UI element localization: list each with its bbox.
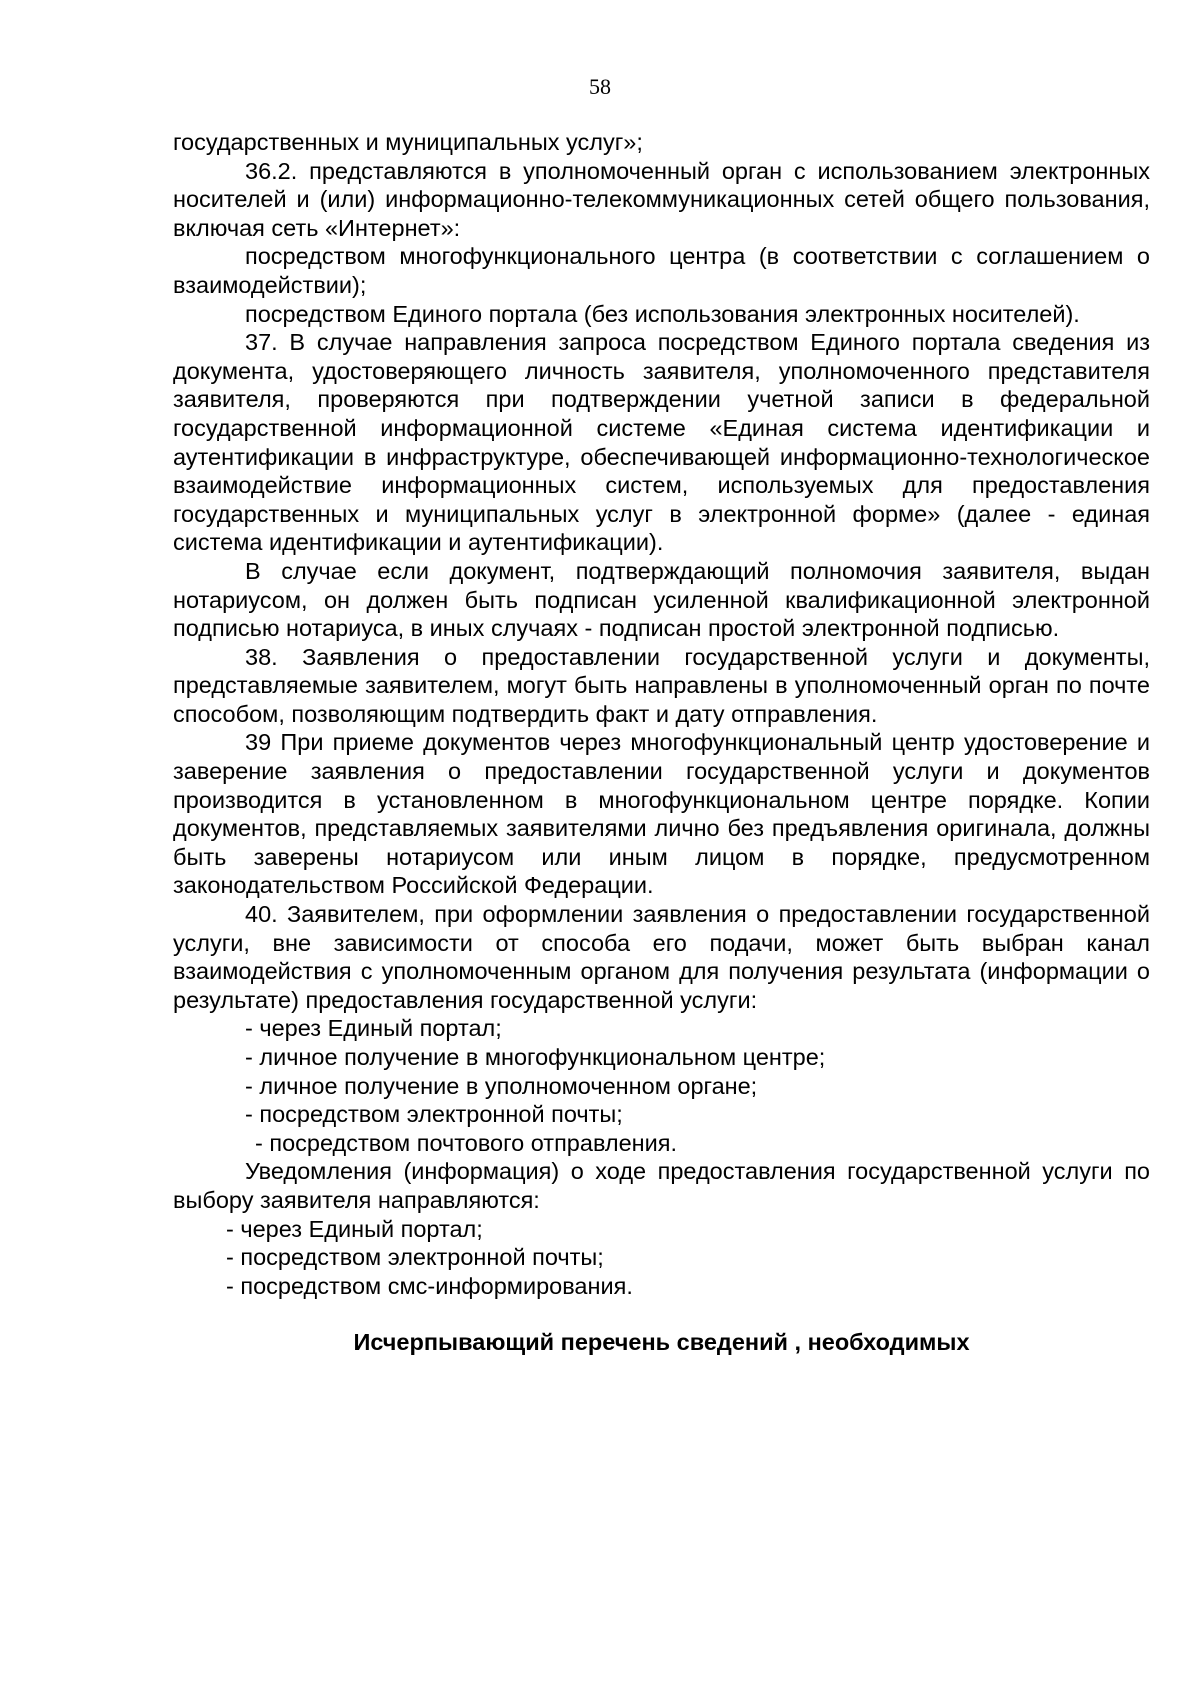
- section-heading: Исчерпывающий перечень сведений , необходимых: [353, 1329, 970, 1356]
- list-item: - через Единый портал;: [245, 1015, 502, 1042]
- list-item: - личное получение в уполномоченном органе;: [245, 1072, 758, 1099]
- paragraph-notifications: Уведомления (информация) о ходе предоставления государственной услуги по выбору заявителя направляются:: [173, 1158, 1150, 1213]
- paragraph-notary: В случае если документ, подтверждающий полномочия заявителя, выдан нотариусом, он должен быть подписан усиленной квалификационной электронной подписью нотариуса, в иных случаях - подписан простой электронной подписью.: [173, 557, 1150, 642]
- notification-list: [173, 1215, 1150, 1301]
- list-item: - посредством почтового отправления.: [255, 1129, 678, 1156]
- paragraph-37: 37. В случае направления запроса посредством Единого портала сведения из документа, удостоверяющего личность заявителя, уполномоченного представителя заявителя, проверяются при подтверждении учетной записи в федеральной государственной информационной системе «Единая система идентификации и аутентификации в инфраструктуре, обеспечивающей информационно-технологическое взаимодействие информационных систем, используемых для предоставления государственных и муниципальных услуг в электронной форме» (далее - единая система идентификации и аутентификации).: [173, 329, 1150, 556]
- paragraph-38: 38. Заявления о предоставлении государственной услуги и документы, представляемые заявителем, могут быть направлены в уполномоченный орган по почте способом, позволяющим подтвердить факт и дату отправления.: [173, 643, 1150, 727]
- list-item: - через Единый портал;: [226, 1215, 483, 1242]
- document-body: [173, 128, 1150, 1357]
- list-item: - посредством электронной почты;: [245, 1101, 623, 1128]
- list-item: - посредством смс-информирования.: [226, 1272, 633, 1299]
- channels-list: [173, 1014, 1150, 1157]
- paragraph-via-mfc: посредством многофункционального центра (в соответствии с соглашением о взаимодействии);: [173, 243, 1150, 298]
- paragraph-continuation: государственных и муниципальных услуг»;: [173, 129, 643, 155]
- paragraph-39: 39 При приеме документов через многофункциональный центр удостоверение и заверение заявления о предоставлении государственной услуги и документов производится в установленном в многофункциональном центре порядке. Копии документов, представляемых заявителями лично без предъявления оригинала, должны быть заверены нотариусом или иным лицом в порядке, предусмотренном законодательством Российской Федерации.: [173, 729, 1150, 899]
- list-item: - личное получение в многофункциональном центре;: [245, 1044, 826, 1070]
- paragraph-via-portal: посредством Единого портала (без использования электронных носителей).: [245, 300, 1080, 327]
- paragraph-40: 40. Заявителем, при оформлении заявления о предоставлении государственной услуги, вне зависимости от способа его подачи, может быть выбран канал взаимодействия с уполномоченным органом для получения результата (информации о результате) предоставления государственной услуги:: [173, 901, 1150, 1013]
- paragraph-36-2: 36.2. представляются в уполномоченный орган с использованием электронных носителей и (или) информационно-телекоммуникационных сетей общего пользования, включая сеть «Интернет»:: [173, 157, 1150, 241]
- page-number: 58: [589, 74, 611, 99]
- list-item: - посредством электронной почты;: [226, 1244, 604, 1271]
